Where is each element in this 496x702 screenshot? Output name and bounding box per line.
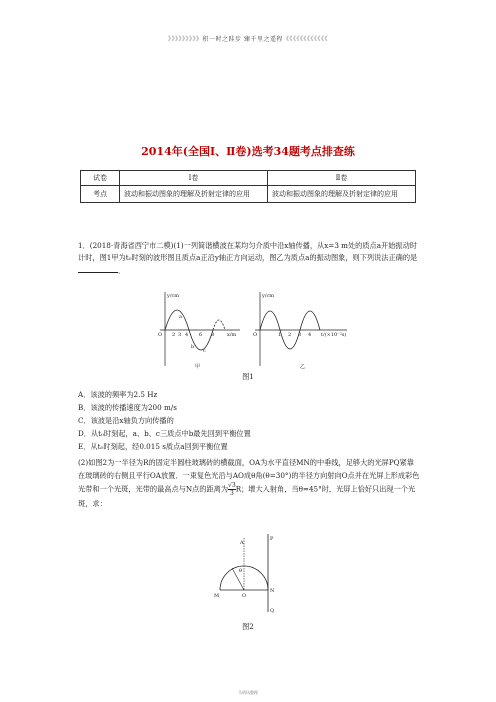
point-b: b — [191, 344, 195, 350]
jia-tick: 8 — [211, 332, 215, 338]
table-row — [81, 186, 416, 203]
table-header-cell: 试卷 — [81, 171, 120, 186]
yi-x-label: t/(×10⁻²s) — [321, 332, 347, 338]
figure-1-caption: 图1 — [242, 372, 254, 381]
fraction: $\frac{√3}{3}$ — [228, 482, 236, 497]
label-m: M — [214, 593, 220, 599]
jia-origin: O — [158, 332, 163, 338]
jia-y-label: y/cm — [167, 293, 180, 299]
figure-2-caption: 图2 — [242, 622, 254, 631]
label-p: P — [270, 536, 274, 542]
figure-1 — [155, 290, 355, 370]
table-row — [81, 171, 416, 186]
option-c: C．该波是沿x轴负方向传播的 — [78, 416, 174, 425]
table-header-cell: Ⅰ卷 — [120, 171, 268, 186]
table-cell: 波动和振动图象的理解及折射定律的应用 — [268, 186, 416, 203]
jia-tick: 2 — [172, 332, 176, 338]
label-theta: θ — [239, 568, 243, 574]
yi-origin: O — [253, 332, 258, 338]
yi-tick: 3 — [298, 332, 302, 338]
point-a: a — [179, 314, 182, 320]
page-title: 2014年(全国Ⅰ、Ⅱ卷)选考34题考点排查练 — [141, 145, 355, 158]
option-d: D．从t₀时刻起，a、b、c三质点中b最先回到平衡位置 — [78, 429, 251, 438]
label-n: N — [270, 588, 275, 594]
yi-tick: 2 — [288, 332, 292, 338]
table-cell: 考点 — [81, 186, 120, 203]
label-a: A — [240, 540, 244, 546]
point-c: c — [203, 348, 206, 354]
jia-x-label: x/m — [227, 332, 237, 338]
option-e: E．从t₀时刻起，经0.015 s质点a回到平衡位置 — [78, 442, 228, 451]
yi-y-label: y/cm — [262, 293, 275, 299]
figure-2 — [210, 530, 290, 615]
yi-caption: 乙 — [300, 364, 306, 370]
exam-topic-table — [80, 170, 416, 203]
jia-caption: 甲 — [195, 364, 201, 370]
yi-tick: 1 — [278, 332, 282, 338]
jia-tick: 6 — [199, 332, 203, 338]
option-a: A．该波的频率为2.5 Hz — [78, 390, 158, 399]
yi-tick: 4 — [308, 332, 312, 338]
question-1-intro: 1．(2018·青海省西宁市二模)(1)一列简谐横波在某均匀介质中沿x轴传播，从x=3 m处的质点a开始振动时计时，图1甲为t₀时刻的波形图且质点a正沿y轴正方向运动，图乙为质点a的振动图象，则下列说法正确的是． — [78, 241, 418, 275]
jia-tick: 3 — [178, 332, 182, 338]
jia-tick: 4 — [185, 332, 189, 338]
label-q: Q — [270, 608, 275, 614]
answer-blank — [78, 264, 118, 273]
option-b: B．该波的传播速度为200 m/s — [78, 403, 177, 412]
page-header: 》》》》》》》》》积一时之跬步 臻千里之遥程《《《《《《《《《《《《 — [168, 36, 328, 43]
question-1-part-2: (2)如图2为一半径为R的固定半圆柱玻璃砖的横截面，OA为水平直径MN的中垂线，足够大的光屏PQ紧靠在玻璃砖的右侧且平行OA放置．一束复色光沿与AO成θ角(θ=30°)的半径方向射向O点并在光屏上形成彩色光带和一个光斑，光带的最高点与N点的距离为 $\frac{√3}{3}$ R；增大入射角，当θ=45°时，光屏上恰好只出现一个光斑，求： — [78, 458, 420, 508]
table-cell: 波动和振动图象的理解及折射定律的应用 — [120, 186, 268, 203]
page-footer: 马明风整理 — [238, 690, 258, 695]
label-o: O — [242, 593, 247, 599]
table-header-cell: Ⅱ卷 — [268, 171, 416, 186]
